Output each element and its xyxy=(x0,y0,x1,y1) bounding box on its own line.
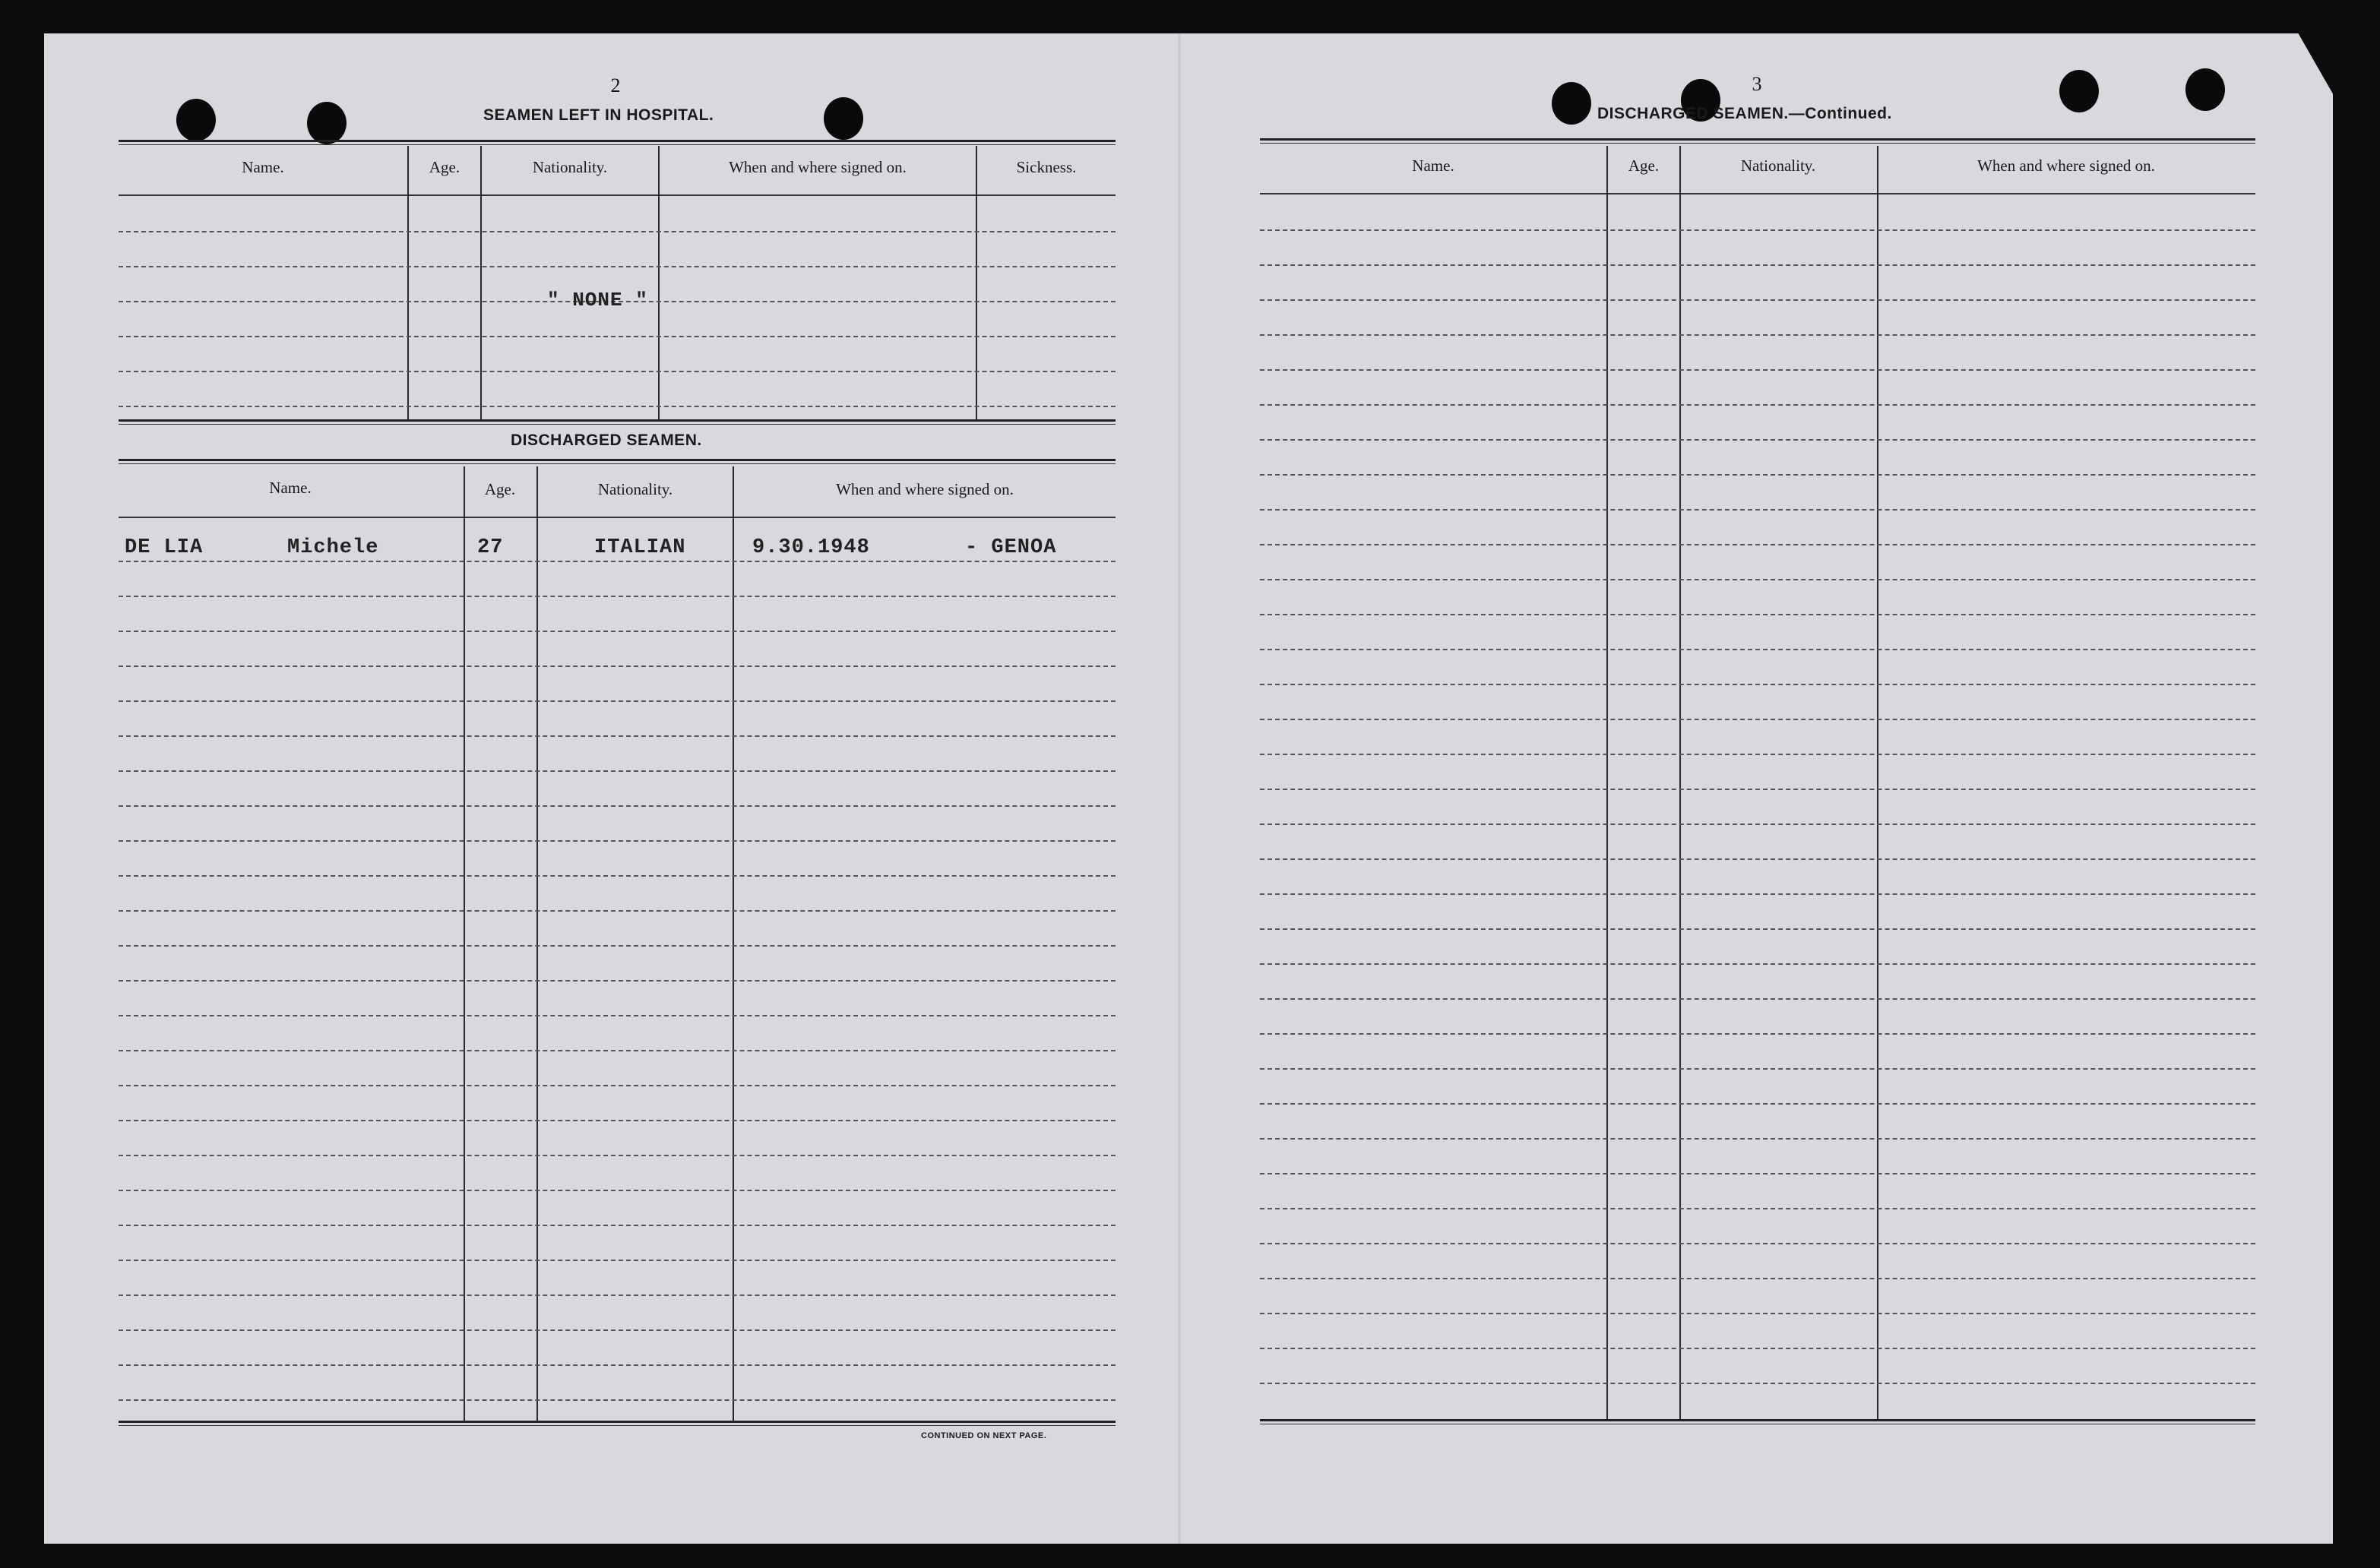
column-divider xyxy=(1877,146,1878,1419)
rule xyxy=(1260,138,2255,141)
ruled-line xyxy=(1260,1173,2255,1174)
rule xyxy=(119,419,1116,422)
punch-hole xyxy=(824,97,863,140)
discharged-section-title: DISCHARGED SEAMEN. xyxy=(511,432,702,449)
ruled-line xyxy=(119,1399,1116,1401)
page-number: 3 xyxy=(1752,73,1762,95)
col-sickness-header: Sickness. xyxy=(1016,158,1077,176)
ruled-line xyxy=(119,805,1116,807)
ruled-line xyxy=(1260,229,2255,231)
rule xyxy=(119,459,1116,461)
ruled-line xyxy=(1260,893,2255,895)
page-fold xyxy=(1178,33,1181,1544)
ruled-line xyxy=(119,1260,1116,1261)
ruled-line xyxy=(1260,439,2255,441)
ruled-line xyxy=(1260,334,2255,336)
ruled-line xyxy=(119,980,1116,982)
ruled-line xyxy=(1260,369,2255,371)
ruled-line xyxy=(1260,754,2255,755)
column-divider xyxy=(480,146,482,419)
col-age-header: Age. xyxy=(429,158,460,176)
ruled-line xyxy=(119,561,1116,562)
ruled-line xyxy=(119,266,1116,267)
col-nationality-header: Nationality. xyxy=(532,158,608,176)
ruled-line xyxy=(1260,998,2255,1000)
ruled-line xyxy=(1260,1348,2255,1349)
col-age-header: Age. xyxy=(1628,156,1660,175)
continued-note: CONTINUED ON NEXT PAGE. xyxy=(921,1431,1047,1440)
ruled-line xyxy=(1260,1068,2255,1070)
col-age-header: Age. xyxy=(484,480,516,498)
signed-on-place: - GENOA xyxy=(965,536,1057,559)
ruled-line xyxy=(119,1190,1116,1191)
ruled-line xyxy=(119,1085,1116,1086)
ruled-line xyxy=(119,1015,1116,1016)
ruled-line xyxy=(119,1329,1116,1331)
ruled-line xyxy=(1260,1313,2255,1314)
ruled-line xyxy=(1260,1208,2255,1209)
ruled-line xyxy=(119,336,1116,337)
ruled-line xyxy=(1260,684,2255,685)
punch-hole xyxy=(1552,82,1591,125)
rule xyxy=(119,140,1116,142)
ruled-line xyxy=(1260,649,2255,650)
punch-hole xyxy=(2185,68,2225,111)
ruled-line xyxy=(119,371,1116,372)
ruled-line xyxy=(119,875,1116,877)
ruled-line xyxy=(1260,1138,2255,1140)
ruled-line xyxy=(119,770,1116,772)
col-name-header: Name. xyxy=(1412,156,1454,175)
ruled-line xyxy=(1260,1278,2255,1279)
column-divider xyxy=(658,146,660,419)
ruled-line xyxy=(1260,824,2255,825)
column-divider xyxy=(536,466,538,1421)
ruled-line xyxy=(119,700,1116,702)
ruled-line xyxy=(119,1295,1116,1296)
column-divider xyxy=(1606,146,1608,1419)
column-divider xyxy=(407,146,409,419)
col-signed-on-header: When and where signed on. xyxy=(1977,156,2155,175)
col-name-header: Name. xyxy=(242,158,284,176)
ruled-line xyxy=(119,1364,1116,1366)
ruled-line xyxy=(119,631,1116,632)
page-number: 2 xyxy=(610,74,621,96)
seaman-age: 27 xyxy=(477,536,504,559)
ruled-line xyxy=(1260,1243,2255,1244)
punch-hole xyxy=(2059,70,2099,112)
ruled-line xyxy=(119,665,1116,667)
ruled-line xyxy=(1260,474,2255,476)
punch-hole xyxy=(307,102,347,144)
rule xyxy=(1260,1419,2255,1421)
ruled-line xyxy=(119,231,1116,232)
column-divider xyxy=(464,466,465,1421)
ruled-line xyxy=(1260,579,2255,580)
ruled-line xyxy=(119,406,1116,407)
signed-on-date: 9.30.1948 xyxy=(752,536,870,559)
continued-section-title: DISCHARGED SEAMEN.—Continued. xyxy=(1597,105,1892,122)
ruled-line xyxy=(119,735,1116,737)
ruled-line xyxy=(1260,1383,2255,1384)
col-signed-on-header: When and where signed on. xyxy=(729,158,907,176)
left-page xyxy=(44,33,1179,1544)
column-divider xyxy=(1679,146,1681,1419)
seaman-surname: DE LIA xyxy=(125,536,204,559)
col-nationality-header: Nationality. xyxy=(597,480,673,498)
seaman-nationality: ITALIAN xyxy=(594,536,686,559)
rule xyxy=(119,517,1116,518)
ruled-line xyxy=(1260,789,2255,790)
ruled-line xyxy=(119,1225,1116,1226)
punch-hole xyxy=(176,99,216,141)
column-divider xyxy=(976,146,977,419)
ruled-line xyxy=(1260,509,2255,511)
col-nationality-header: Nationality. xyxy=(1740,156,1816,175)
ruled-line xyxy=(119,1120,1116,1121)
hospital-section-title: SEAMEN LEFT IN HOSPITAL. xyxy=(483,106,714,124)
ruled-line xyxy=(1260,264,2255,266)
ruled-line xyxy=(1260,1033,2255,1035)
none-stamp: " NONE " xyxy=(547,289,648,311)
ruled-line xyxy=(119,1155,1116,1156)
ruled-line xyxy=(1260,928,2255,930)
ruled-line xyxy=(1260,404,2255,406)
rule xyxy=(119,194,1116,196)
col-signed-on-header: When and where signed on. xyxy=(836,480,1014,498)
rule xyxy=(1260,193,2255,194)
ruled-line xyxy=(1260,1103,2255,1105)
rule xyxy=(119,1421,1116,1423)
ruled-line xyxy=(119,840,1116,842)
ruled-line xyxy=(1260,614,2255,615)
ruled-line xyxy=(119,945,1116,947)
seaman-given-name: Michele xyxy=(287,536,379,559)
col-name-header: Name. xyxy=(269,479,312,497)
column-divider xyxy=(733,466,734,1421)
ruled-line xyxy=(1260,719,2255,720)
ruled-line xyxy=(1260,544,2255,545)
ruled-line xyxy=(1260,963,2255,965)
ruled-line xyxy=(119,596,1116,597)
ruled-line xyxy=(119,1050,1116,1051)
ruled-line xyxy=(1260,299,2255,301)
ruled-line xyxy=(1260,858,2255,860)
ruled-line xyxy=(119,910,1116,912)
